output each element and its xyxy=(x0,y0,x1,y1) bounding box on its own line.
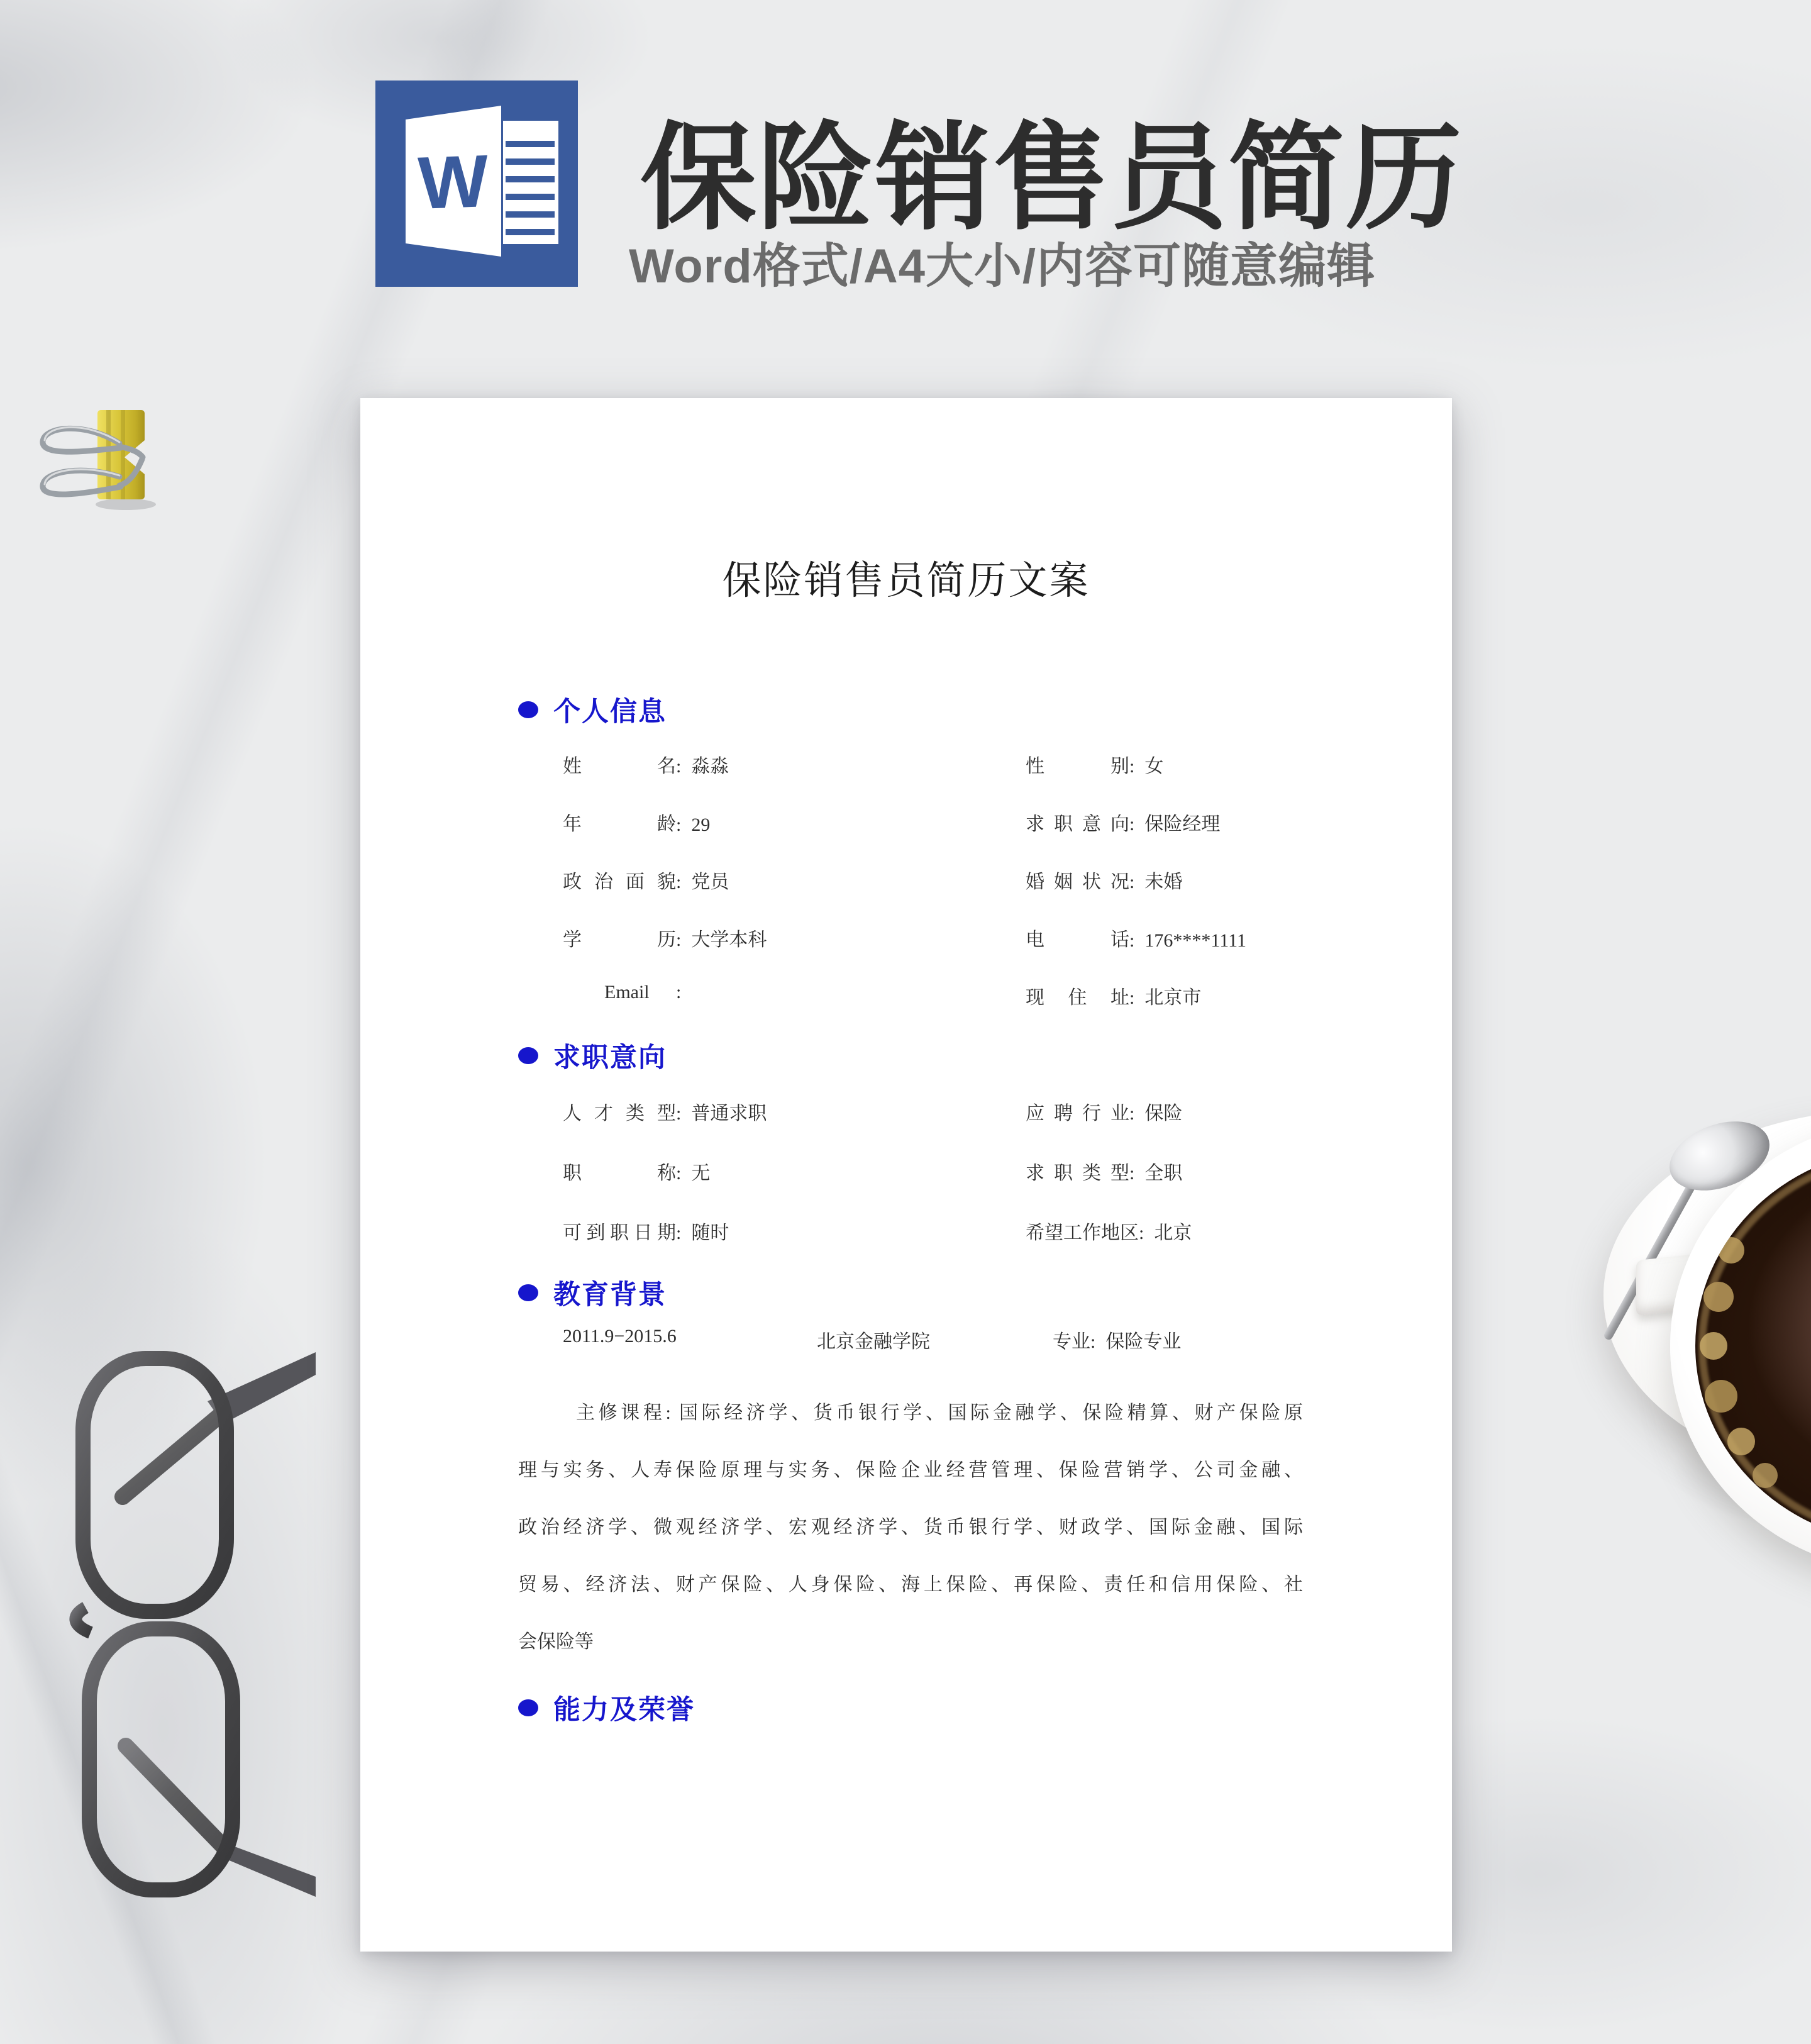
table-row xyxy=(360,924,1452,949)
colon xyxy=(676,872,681,892)
bullet-icon xyxy=(518,1284,538,1301)
field-label: 性别 xyxy=(1026,756,1129,777)
glasses-icon xyxy=(63,1338,327,1904)
field-label: 求职类型 xyxy=(1026,1163,1129,1184)
field-label: 姓名 xyxy=(563,756,676,777)
courses-line: 理与实务、人寿保险原理与实务、保险企业经营管理、保险营销学、公司金融、 xyxy=(518,1460,1303,1480)
field-label: 求职意向 xyxy=(1026,814,1129,835)
field-value: 女 xyxy=(1144,756,1164,777)
colon xyxy=(676,982,681,1003)
field-value: 保险 xyxy=(1144,1103,1183,1124)
colon xyxy=(1139,1223,1144,1243)
colon xyxy=(1129,1163,1134,1184)
word-icon-letter: W xyxy=(416,140,490,225)
coffee-bubbles xyxy=(1732,1202,1748,1218)
field-label: 年龄 xyxy=(563,814,676,835)
education-major xyxy=(1053,1326,1181,1353)
colon xyxy=(676,814,681,835)
table-row xyxy=(360,1217,1452,1242)
field-value: 保险经理 xyxy=(1144,814,1221,835)
section-title: 能力及荣誉 xyxy=(553,1695,695,1725)
table-row xyxy=(360,866,1452,891)
education-row xyxy=(360,1326,1452,1351)
field-value: 普通求职 xyxy=(691,1103,767,1124)
colon xyxy=(1090,1331,1095,1352)
field-value: 随时 xyxy=(691,1223,729,1243)
table-row xyxy=(360,982,1452,1007)
field-value: 大学本科 xyxy=(691,930,767,950)
field-label: 人才类型 xyxy=(563,1103,676,1124)
colon xyxy=(1129,1103,1134,1124)
field-label: 希望工作地区 xyxy=(1026,1223,1139,1243)
courses-line: 贸易、经济法、财产保险、人身保险、海上保险、再保险、责任和信用保险、社 xyxy=(518,1574,1303,1595)
bullet-icon xyxy=(518,1699,538,1716)
field-label: 职称 xyxy=(563,1163,676,1184)
coffee-cup xyxy=(1559,1069,1811,1547)
colon xyxy=(676,756,681,777)
section-title: 求职意向 xyxy=(553,1043,667,1073)
field-value: 无 xyxy=(691,1163,711,1184)
colon xyxy=(1129,814,1134,835)
courses-line: 会保险等 xyxy=(518,1631,594,1652)
colon xyxy=(1129,930,1134,951)
section-heading-intention xyxy=(518,1036,667,1075)
bullet-icon xyxy=(518,701,538,718)
colon xyxy=(1129,756,1134,777)
field-value: 党员 xyxy=(691,872,729,892)
field-value: 全职 xyxy=(1144,1163,1183,1184)
bullet-icon xyxy=(518,1047,538,1064)
colon xyxy=(676,930,681,950)
field-value: 北京市 xyxy=(1144,987,1202,1008)
field-label: 政治面貌 xyxy=(563,872,676,892)
courses-paragraph xyxy=(518,1384,1303,1670)
section-title: 个人信息 xyxy=(553,697,667,727)
field-value: 淼淼 xyxy=(691,756,729,777)
education-school: 北京金融学院 xyxy=(817,1331,930,1352)
table-row xyxy=(360,1097,1452,1123)
banner-subtitle: Word格式/A4大小/内容可随意编辑 xyxy=(629,240,1376,293)
colon xyxy=(1129,987,1134,1008)
table-row xyxy=(360,1157,1452,1182)
field-label: 现住址 xyxy=(1026,987,1129,1008)
table-row xyxy=(360,750,1452,775)
section-heading-education xyxy=(518,1274,667,1312)
field-value: 未婚 xyxy=(1144,872,1183,892)
section-title: 教育背景 xyxy=(553,1280,667,1310)
major-value: 保险专业 xyxy=(1105,1331,1182,1352)
field-label: 电话 xyxy=(1026,930,1129,950)
binder-clip-icon xyxy=(25,396,176,522)
field-label: 婚姻状况 xyxy=(1026,872,1129,892)
word-icon xyxy=(375,81,578,287)
colon xyxy=(676,1163,681,1184)
document-title: 保险销售员简历文案 xyxy=(722,560,1090,603)
field-label: 应聘行业 xyxy=(1026,1103,1129,1124)
courses-line: 政治经济学、微观经济学、宏观经济学、货币银行学、财政学、国际金融、国际 xyxy=(518,1517,1303,1538)
colon xyxy=(1129,872,1134,892)
field-value: 北京 xyxy=(1154,1223,1192,1243)
courses-line: 主修课程: 国际经济学、货币银行学、国际金融学、保险精算、财产保险原 xyxy=(576,1402,1303,1423)
banner xyxy=(0,0,1811,352)
field-value: 176****1111 xyxy=(1144,930,1247,951)
field-label: Email xyxy=(604,982,650,1003)
major-label: 专业 xyxy=(1053,1331,1090,1352)
section-heading-personal xyxy=(518,691,667,729)
colon xyxy=(676,1223,681,1243)
table-row xyxy=(360,808,1452,833)
colon xyxy=(676,1103,681,1124)
field-label: 可到职日期 xyxy=(563,1223,676,1243)
banner-title: 保险销售员简历 xyxy=(640,114,1463,243)
education-period: 2011.9−2015.6 xyxy=(563,1326,677,1347)
resume-page xyxy=(360,398,1452,1952)
section-heading-abilities xyxy=(518,1689,695,1727)
field-value: 29 xyxy=(691,814,711,835)
field-label: 学历 xyxy=(563,930,676,950)
